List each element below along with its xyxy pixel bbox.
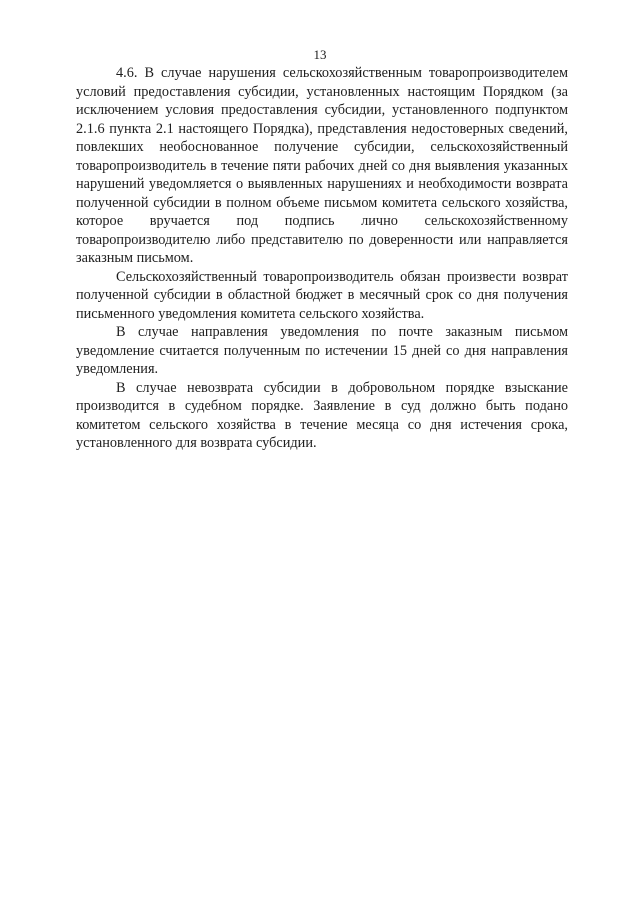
paragraph-violation-notice: 4.6. В случае нарушения сельскохозяйственным товаропроизводителем условий предоставления субсидии, установленных настоящим Порядком (за исключением условия предоставления субсидии, установленного подпунктом 2.1.6 пункта 2.1 настоящего Порядка), представления недостоверных сведений, повлекших необоснованное получение субсидии, сельскохозяйственный товаропроизводитель в течение пяти рабочих дней со дня выявления указанных нарушений уведомляется о выявленных нарушениях и необходимости возврата полученной субсидии в полном объеме письмом комитета сельского хозяйства, которое вручается под подпись лично сельскохозяйственному товаропроизводителю либо представителю по доверенности или направляется заказным письмом. [76, 65, 568, 266]
paragraph-return-obligation: Сельскохозяйственный товаропроизводитель обязан произвести возврат полученной субсидии в областной бюджет в месячный срок со дня получения письменного уведомления комитета сельского хозяйства. [76, 268, 568, 322]
page-number: 13 [313, 47, 327, 62]
document-body [76, 64, 568, 453]
paragraph-judicial-recovery: В случае невозврата субсидии в добровольном порядке взыскание производится в судебном порядке. Заявление в суд должно быть подано комитетом сельского хозяйства в течение месяца со дня истечения срока, установленного для возврата субсидии. [76, 379, 568, 451]
paragraph-postal-notice: В случае направления уведомления по почте заказным письмом уведомление считается полученным по истечении 15 дней со дня направления уведомления. [76, 324, 568, 377]
